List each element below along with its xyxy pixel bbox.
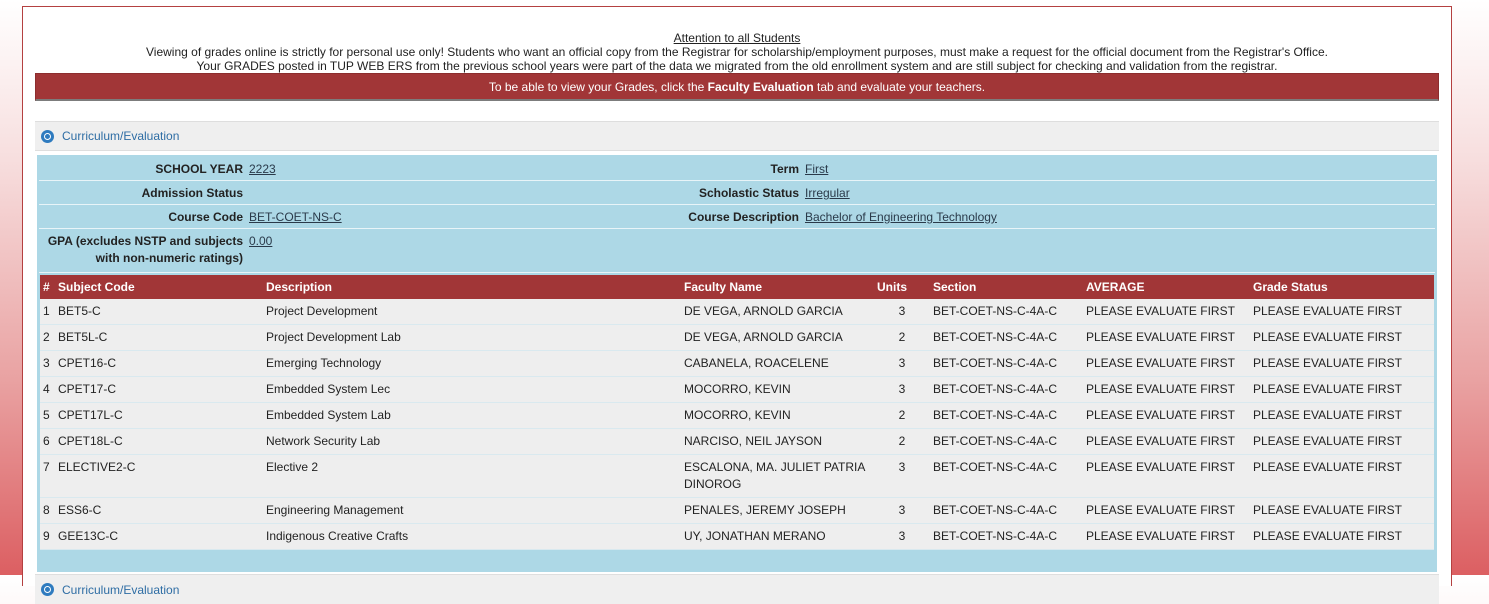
header-grade-status: Grade Status (1250, 275, 1434, 299)
table-row (40, 403, 1434, 429)
section: BET-COET-NS-C-4A-C (930, 299, 1083, 325)
info-row-course (39, 205, 1435, 229)
term-value[interactable]: First (805, 162, 829, 176)
info-row-admission (39, 181, 1435, 205)
average: PLEASE EVALUATE FIRST (1083, 498, 1250, 524)
subject-code: ESS6-C (55, 498, 263, 524)
grade-status: PLEASE EVALUATE FIRST (1250, 524, 1434, 550)
search-icon (41, 130, 54, 143)
subject-code: BET5L-C (55, 325, 263, 351)
header-faculty-name: Faculty Name (681, 275, 874, 299)
table-row (40, 299, 1434, 325)
subject-code: CPET18L-C (55, 429, 263, 455)
average: PLEASE EVALUATE FIRST (1083, 299, 1250, 325)
subject-description: Engineering Management (263, 498, 681, 524)
subject-description: Embedded System Lab (263, 403, 681, 429)
course-code-label: Course Code (168, 210, 243, 224)
school-year-value[interactable]: 2223 (249, 162, 276, 176)
school-year-label: SCHOOL YEAR (155, 162, 243, 176)
table-row (40, 351, 1434, 377)
table-row (40, 455, 1434, 498)
row-number: 5 (40, 403, 55, 429)
header-average: AVERAGE (1083, 275, 1250, 299)
section: BET-COET-NS-C-4A-C (930, 429, 1083, 455)
units: 2 (874, 403, 930, 429)
section: BET-COET-NS-C-4A-C (930, 403, 1083, 429)
evaluation-banner (35, 73, 1439, 101)
average: PLEASE EVALUATE FIRST (1083, 524, 1250, 550)
header-subject-code: Subject Code (55, 275, 263, 299)
average: PLEASE EVALUATE FIRST (1083, 403, 1250, 429)
subject-description: Indigenous Creative Crafts (263, 524, 681, 550)
subject-description: Project Development Lab (263, 325, 681, 351)
section-title[interactable]: Curriculum/Evaluation (62, 129, 180, 143)
grades-grid (37, 273, 1437, 572)
scholastic-label: Scholastic Status (698, 186, 799, 200)
table-row (40, 377, 1434, 403)
row-number: 4 (40, 377, 55, 403)
subject-description: Network Security Lab (263, 429, 681, 455)
section: BET-COET-NS-C-4A-C (930, 351, 1083, 377)
subject-code: GEE13C-C (55, 524, 263, 550)
faculty-name: UY, JONATHAN MERANO (681, 524, 874, 550)
grade-status: PLEASE EVALUATE FIRST (1250, 498, 1434, 524)
search-icon (41, 583, 54, 596)
row-number: 6 (40, 429, 55, 455)
grade-status: PLEASE EVALUATE FIRST (1250, 377, 1434, 403)
section: BET-COET-NS-C-4A-C (930, 325, 1083, 351)
scholastic-value[interactable]: Irregular (805, 186, 850, 200)
section-header-2[interactable] (35, 574, 1439, 604)
subject-description: Elective 2 (263, 455, 681, 498)
header-description: Description (263, 275, 681, 299)
subject-code: BET5-C (55, 299, 263, 325)
row-number: 9 (40, 524, 55, 550)
table-header-row (40, 275, 1434, 299)
faculty-name: ESCALONA, MA. JULIET PATRIA DINOROG (681, 455, 874, 498)
notice-line-2: Your GRADES posted in TUP WEB ERS from the previous school years were part of the data we migrated from the old enrollment system and are still subject for checking and validation from the registrar. (196, 59, 1278, 73)
subject-code: CPET17L-C (55, 403, 263, 429)
grid-footer (40, 550, 1434, 572)
row-number: 8 (40, 498, 55, 524)
table-row (40, 325, 1434, 351)
course-code-value[interactable]: BET-COET-NS-C (249, 210, 342, 224)
course-desc-value[interactable]: Bachelor of Engineering Technology (805, 210, 997, 224)
units: 3 (874, 524, 930, 550)
faculty-name: MOCORRO, KEVIN (681, 377, 874, 403)
table-row (40, 429, 1434, 455)
faculty-name: DE VEGA, ARNOLD GARCIA (681, 299, 874, 325)
main-panel (22, 6, 1452, 597)
header-units: Units (874, 275, 930, 299)
faculty-name: NARCISO, NEIL JAYSON (681, 429, 874, 455)
average: PLEASE EVALUATE FIRST (1083, 429, 1250, 455)
section: BET-COET-NS-C-4A-C (930, 377, 1083, 403)
subject-description: Project Development (263, 299, 681, 325)
subject-code: CPET17-C (55, 377, 263, 403)
faculty-name: PENALES, JEREMY JOSEPH (681, 498, 874, 524)
header-number: # (40, 275, 55, 299)
row-number: 2 (40, 325, 55, 351)
subject-code: CPET16-C (55, 351, 263, 377)
section: BET-COET-NS-C-4A-C (930, 524, 1083, 550)
grade-status: PLEASE EVALUATE FIRST (1250, 403, 1434, 429)
units: 3 (874, 377, 930, 403)
units: 2 (874, 325, 930, 351)
info-row-gpa (39, 229, 1435, 273)
faculty-name: DE VEGA, ARNOLD GARCIA (681, 325, 874, 351)
row-number: 3 (40, 351, 55, 377)
average: PLEASE EVALUATE FIRST (1083, 325, 1250, 351)
units: 3 (874, 299, 930, 325)
grade-status: PLEASE EVALUATE FIRST (1250, 429, 1434, 455)
subject-code: ELECTIVE2-C (55, 455, 263, 498)
faculty-name: MOCORRO, KEVIN (681, 403, 874, 429)
term-label: Term (770, 162, 799, 176)
grade-status: PLEASE EVALUATE FIRST (1250, 299, 1434, 325)
student-info (37, 155, 1437, 273)
notice-block (23, 7, 1451, 73)
section-header[interactable] (35, 121, 1439, 151)
table-row (40, 524, 1434, 550)
subject-description: Embedded System Lec (263, 377, 681, 403)
table-row (40, 498, 1434, 524)
header-section: Section (930, 275, 1083, 299)
subject-description: Emerging Technology (263, 351, 681, 377)
row-number: 7 (40, 455, 55, 498)
course-desc-label: Course Description (688, 210, 799, 224)
admission-label: Admission Status (141, 186, 243, 200)
units: 3 (874, 498, 930, 524)
grade-status: PLEASE EVALUATE FIRST (1250, 325, 1434, 351)
grade-status: PLEASE EVALUATE FIRST (1250, 351, 1434, 377)
units: 2 (874, 429, 930, 455)
average: PLEASE EVALUATE FIRST (1083, 455, 1250, 498)
banner-bold: Faculty Evaluation (707, 80, 814, 94)
grade-status: PLEASE EVALUATE FIRST (1250, 455, 1434, 498)
info-row-school-year (39, 157, 1435, 181)
faculty-name: CABANELA, ROACELENE (681, 351, 874, 377)
gpa-label: GPA (excludes NSTP and subjects with non-numeric ratings) (47, 234, 243, 265)
banner-prefix: To be able to view your Grades, click the (488, 80, 708, 94)
notice-heading: Attention to all Students (673, 31, 801, 45)
units: 3 (874, 455, 930, 498)
gpa-value[interactable]: 0.00 (249, 234, 273, 248)
units: 3 (874, 351, 930, 377)
section-title-2[interactable]: Curriculum/Evaluation (62, 582, 180, 597)
section: BET-COET-NS-C-4A-C (930, 455, 1083, 498)
average: PLEASE EVALUATE FIRST (1083, 351, 1250, 377)
section: BET-COET-NS-C-4A-C (930, 498, 1083, 524)
banner-suffix: tab and evaluate your teachers. (813, 80, 986, 94)
notice-line-1: Viewing of grades online is strictly for personal use only! Students who want an official copy from the Registrar for scholarship/employment purposes, must make a request for the official document from the Registrar's Office. (146, 45, 1328, 59)
average: PLEASE EVALUATE FIRST (1083, 377, 1250, 403)
row-number: 1 (40, 299, 55, 325)
grades-table (40, 275, 1434, 550)
